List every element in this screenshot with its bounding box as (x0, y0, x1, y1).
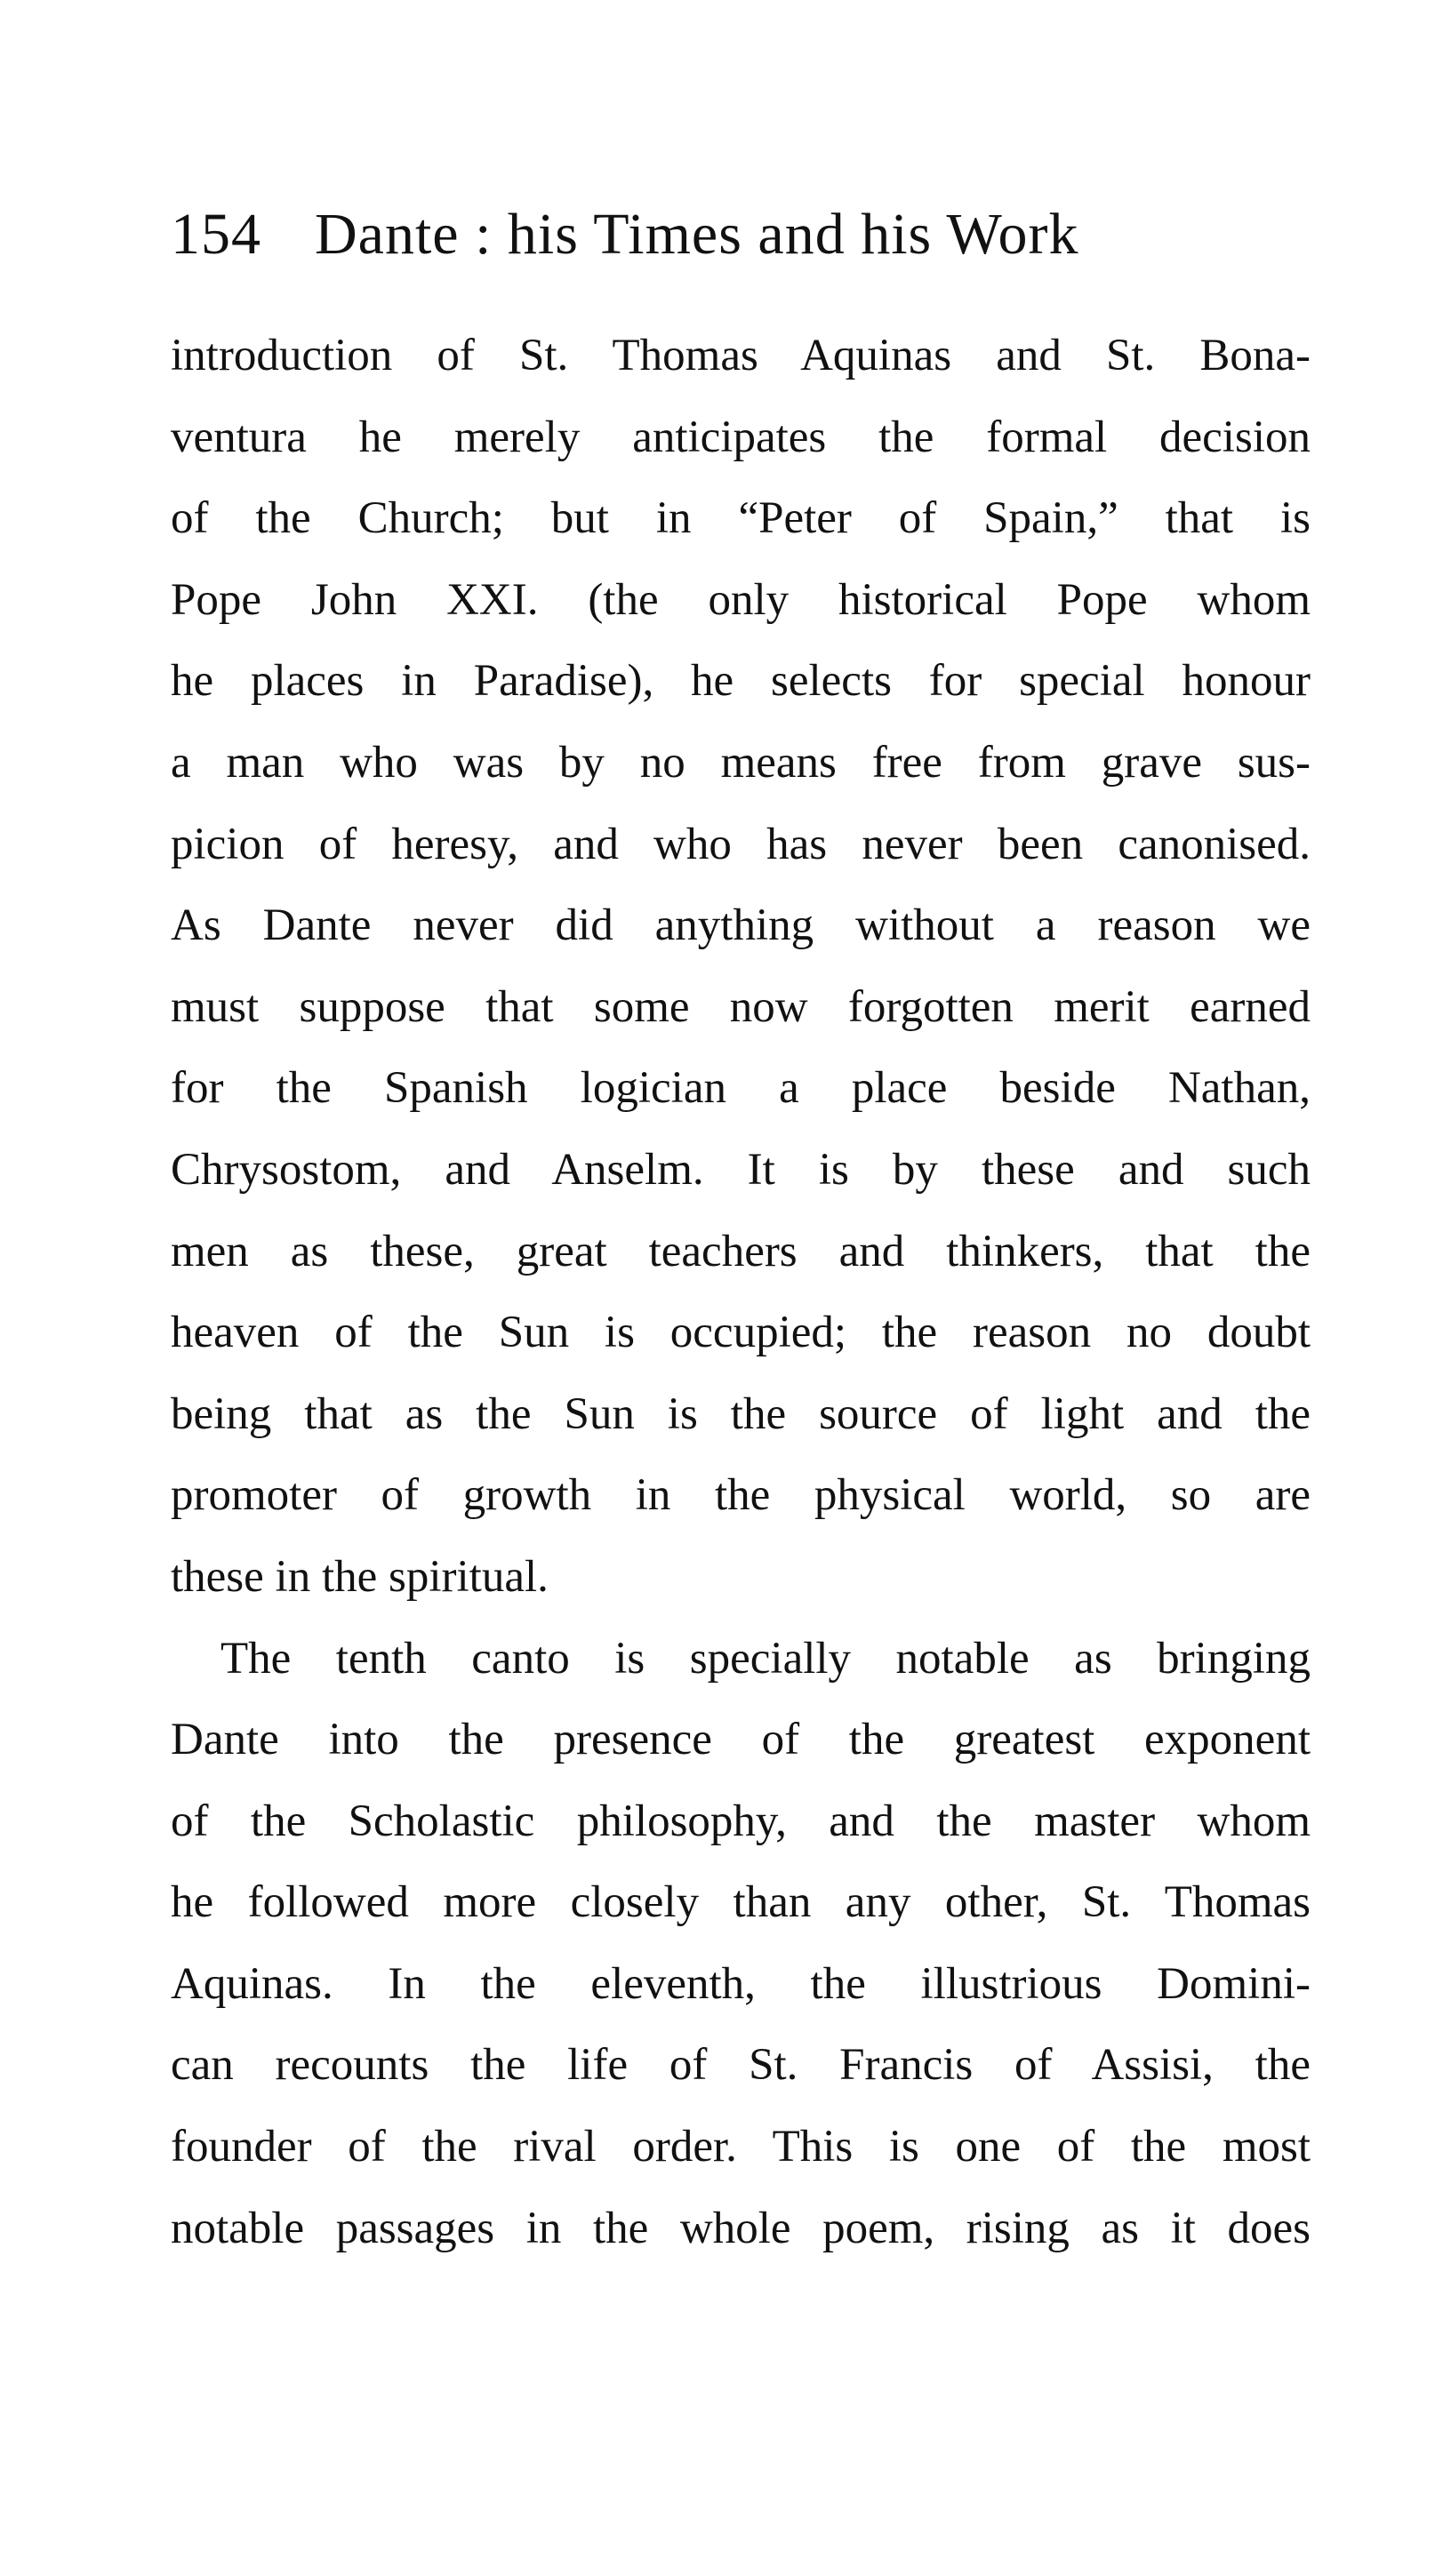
text-line: Pope John XXI. (the only historical Pope whom (171, 574, 1311, 625)
text-line: these in the spiritual. (171, 1551, 549, 1602)
text-line: of the Scholastic philosophy, and the master whom (171, 1796, 1311, 1846)
text-line: The tenth canto is specially notable as bringing (220, 1633, 1311, 1684)
text-line: must suppose that some now forgotten merit earned (171, 981, 1311, 1032)
text-line: heaven of the Sun is occupied; the reason no doubt (171, 1308, 1311, 1358)
text-line: picion of heresy, and who has never been canonised. (171, 819, 1311, 869)
text-line: he places in Paradise), he selects for special honour (171, 656, 1311, 707)
body-text (171, 316, 1311, 2269)
text-line: of the Church; but in “Peter of Spain,” that is (171, 493, 1311, 544)
text-line: Chrysostom, and Anselm. It is by these and such (171, 1144, 1311, 1195)
text-line: promoter of growth in the physical world, so are (171, 1470, 1311, 1521)
running-title: Dante : his Times and his Work (315, 202, 1079, 267)
page-header (171, 201, 1079, 281)
text-line: Dante into the presence of the greatest exponent (171, 1715, 1311, 1765)
text-line: can recounts the life of St. Francis of Assisi, the (171, 2040, 1311, 2091)
text-line: for the Spanish logician a place beside Nathan, (171, 1063, 1311, 1114)
text-line: introduction of St. Thomas Aquinas and St. Bona- (171, 331, 1311, 380)
paragraph-1 (171, 316, 1311, 1619)
text-line: Aquinas. In the eleventh, the illustrious Domini- (171, 1958, 1311, 2009)
text-line: being that as the Sun is the source of light and the (171, 1388, 1311, 1439)
page-number: 154 (171, 202, 261, 267)
text-line: men as these, great teachers and thinkers, that the (171, 1226, 1311, 1276)
text-line: As Dante never did anything without a reason we (171, 900, 1311, 951)
paragraph-2 (171, 1619, 1311, 2270)
text-line: ventura he merely anticipates the formal decision (171, 412, 1311, 462)
text-line: a man who was by no means free from grave sus- (171, 737, 1311, 788)
text-line: notable passages in the whole poem, rising as it does (171, 2203, 1311, 2253)
text-line: founder of the rival order. This is one of the most (171, 2122, 1311, 2172)
text-line: he followed more closely than any other, St. Thomas (171, 1877, 1311, 1928)
